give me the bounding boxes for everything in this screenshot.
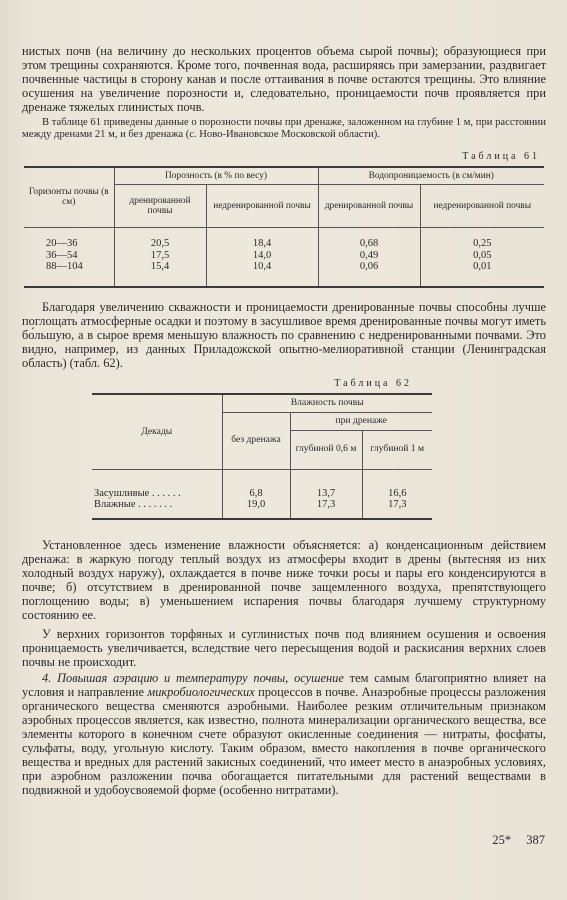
- table61-value: 0,01: [473, 260, 492, 272]
- table61-caption: Таблица 61: [462, 150, 540, 162]
- table61-value: 0,05: [473, 249, 492, 261]
- table61-value: 14,0: [252, 249, 272, 261]
- page-content: [22, 44, 546, 797]
- table61-permeability-header: Водопроницаемость (в см/мин): [318, 167, 544, 185]
- table62-value: 13,7: [316, 487, 336, 499]
- paragraph-soil-cracks: нистых почв (на величину до нескольких процентов объема сырой почвы); образующиеся при этом трещины сохраняются. Кроме того, почвенная вода, расширяясь при замерзании, раздвигает почвенные частицы в сторону канав и после оттаивания в почве остаются трещины. Это влияние осушения на увеличение порозности и, следовательно, проницаемости почв проявляется при дренаже тяжелых глинистых почв.: [22, 44, 546, 114]
- table61-porosity-header: Порозность (в % по весу): [114, 167, 318, 185]
- table62-decades-header: Декады: [92, 394, 222, 469]
- table61-value: 0,49: [359, 249, 379, 261]
- table61-horizon-value: 20—36: [46, 238, 78, 250]
- table61-intro: В таблице 61 приведены данные о порозности почвы при дренаже, заложенном на глубине 1 м, при расстоянии между дренами 21 м, и без дренажа (с. Ново-Ивановское Московской области).: [22, 117, 546, 141]
- table61-porosity-undrained-header: недренированной почвы: [206, 185, 318, 228]
- table62-depth1-cell: [362, 469, 432, 519]
- table62-value: 17,3: [316, 498, 336, 510]
- table61-value: 0,06: [359, 260, 379, 272]
- table61-porosity-drained-header: дренированной почвы: [114, 185, 206, 228]
- table62-depth1-header: глубиной 1 м: [362, 430, 432, 469]
- table62-value: 6,8: [249, 487, 263, 499]
- table61-horizon-value: 88—104: [46, 260, 83, 272]
- table62-row-label: Засушливые . . . . . .: [94, 487, 181, 499]
- table61-value: 0,25: [473, 238, 492, 250]
- table61-value: 15,4: [150, 260, 170, 272]
- paragraph-drained-moisture: Благодаря увеличению скважности и проницаемости дренированные почвы способны лучше поглощать атмосферные осадки и поэтому в засушливое время дренированные почвы могут иметь бо́льшую, а в сырое время меньшую влажность по сравнению с недренированными почвами. Это видно, например, из данных Приладожской опытно-мелиоративной станции (Ленинградская область) (табл. 62).: [22, 300, 546, 371]
- microbiological-italic: микробиологических: [147, 685, 255, 700]
- page-footer: [0, 833, 545, 848]
- table62-value: 19,0: [246, 498, 266, 510]
- aeration-italic: Повышая аэрацию и температуру почвы, осушение: [57, 671, 344, 686]
- table62-moisture-header: Влажность почвы: [222, 394, 432, 412]
- table62-caption: Таблица 62: [334, 378, 412, 390]
- table61-perm-undrained-cell: [420, 228, 544, 288]
- table61-value: 17,5: [150, 249, 170, 261]
- table-62-moisture: [92, 393, 432, 520]
- table62-labels-cell: [92, 469, 222, 519]
- table62-value: 17,3: [388, 498, 407, 510]
- table62-row-label: Влажные . . . . . . .: [94, 498, 173, 510]
- table61-horizon-header: Горизонты почвы (в см): [24, 167, 114, 228]
- page-number: 387: [526, 833, 545, 847]
- paragraph-aeration: 4. Повышая аэрацию и температуру почвы, осушение тем самым благоприятно влияет на условия и направление микробиологических процессов в почве. Анаэробные процессы разложения органического вещества сменяются аэробными. Наиболее резким отличительным признаком аэробных процессов является, как известно, полнота минерализации органического вещества, все элементы которого в конечном счете образуют окисленные соединения — нитраты, фосфаты, сульфаты, воду, угольную кислоту. Таким образом, вместо накопления в почве органического вещества и вредных для растений закисных соединений, что имеет место в анаэробных условиях, при аэробном разложении почва обогащается питательными для растений веществами в подвижной и удобоусвояемой форме (особенно нитратами).: [22, 671, 546, 798]
- table62-with-drainage-header: при дренаже: [290, 412, 432, 430]
- table61-porosity-drained-cell: [114, 228, 206, 288]
- table61-value: 10,4: [252, 260, 272, 272]
- table-61-porosity: [24, 166, 544, 289]
- signature-mark: 25*: [492, 833, 512, 847]
- paragraph-moisture-explanation: Установленное здесь изменение влажности объясняется: а) конденсационным действием дренажа: в жаркую погоду теплый воздух из атмосферы входит в дрены (вытесняя из них холодный воздух наружу), охлаждается в почве ниже точки росы и пары его конденсируются в почве; б) отсутствием в дренированной почве защемленного воздуха, препятствующего поглощению воды; в) уменьшением испарения почвы благодаря лучшему структурному состоянию ее.: [22, 538, 546, 623]
- table61-porosity-undrained-cell: [206, 228, 318, 288]
- table61-perm-undrained-header: недренированной почвы: [420, 185, 544, 228]
- table62-depth06-cell: [290, 469, 362, 519]
- table62-no-drainage-header: без дренажа: [222, 412, 290, 469]
- table61-value: 18,4: [252, 238, 272, 250]
- table61-perm-drained-cell: [318, 228, 420, 288]
- section-number: 4.: [42, 671, 52, 686]
- table62-depth06-header: глубиной 0,6 м: [290, 430, 362, 469]
- table62-value: 16,6: [388, 487, 407, 499]
- table62-no-drainage-cell: [222, 469, 290, 519]
- table61-horizons-cell: [24, 228, 114, 288]
- table61-horizon-value: 36—54: [46, 249, 78, 261]
- table61-perm-drained-header: дренированной почвы: [318, 185, 420, 228]
- table61-value: 20,5: [150, 238, 170, 250]
- table61-value: 0,68: [359, 238, 379, 250]
- paragraph-peat-soils: У верхних горизонтов торфяных и суглинистых почв под влиянием осушения и освоения проницаемость увеличивается, вследствие чего пересыщения водой и раскисания верхних слоев почвы не происходит.: [22, 627, 546, 670]
